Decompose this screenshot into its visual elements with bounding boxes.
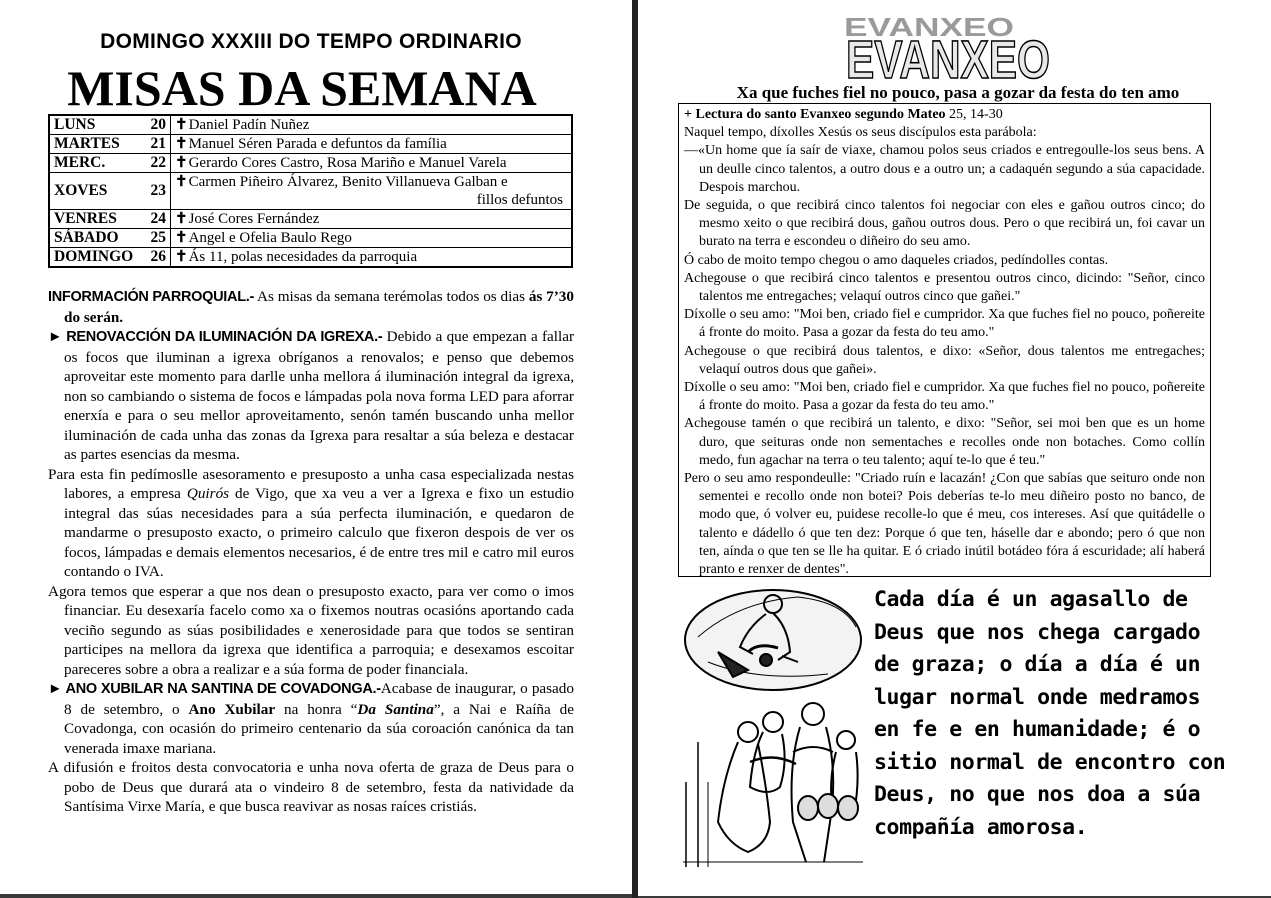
jubilee-heading: ► ANO XUBILAR NA SANTINA DE COVADONGA.- (48, 681, 381, 697)
day-number: 24 (150, 210, 166, 227)
mass-schedule-table (48, 114, 573, 268)
day-name: MERC. (54, 154, 106, 171)
quotation-text: Para esta fin pedímoslle asesoramento e presuposto a unha casa especializada nestas labores, a empresa (48, 465, 574, 502)
day-name: DOMINGO (54, 248, 134, 265)
masses-title: MISAS DA SEMANA (67, 60, 537, 116)
gospel-reading-box (678, 103, 1211, 577)
table-row (49, 135, 572, 154)
gospel-paragraph: Achegouse tamén o que recibirá un talento, e dixo: "Señor, sei moi ben que es un home duro, que seituras onde non sementaches e recolles onde non botaches. Como collín medo, fun agachar na terra o teu talento; aquí te-lo que é teu." (684, 416, 1205, 468)
intention-text: Ás 11, polas necesidades da parroquia (188, 249, 418, 265)
jubilee-text: Acabase de inaugurar, o pasado 8 de setembro, o (64, 680, 574, 718)
day-cell (49, 229, 171, 248)
quotation-paragraph (48, 465, 574, 582)
intention-text: Carmen Piñeiro Álvarez, Benito Villanueva Galban e (188, 174, 508, 190)
financing-paragraph: Agora temos que esperar a que nos dean o presuposto exacto, para ver como o imos financiar. Eu desexaría facelo como xa o fixemos noutras ocasións aportando cada veciño segundo as súas posibilidades e xenerosidade para que todos se sentiran participes na mellora da igrexa que identifica a parroquia; e desexamos escoitar pareceres sobre a obra a realizar e a súa forma de poder financiala. (48, 582, 574, 678)
table-row (49, 173, 572, 210)
parable-illustration (678, 582, 868, 872)
logo-text: EVANXEO (846, 30, 1050, 84)
gospel-paragraph: —«Un home que ía saír de viaxe, chamou polos seus criados e entregoulle-los seus bens. A un deulle cinco talentos, a outro dous e a outro un; a cadaquén segundo a súa capacidade. Despois marchou. (684, 143, 1205, 195)
intention-text: Manuel Séren Parada e defuntos da família (188, 136, 447, 152)
renovation-heading: ► RENOVACCIÓN DA ILUMINACIÓN DA IGREXA.- (48, 329, 383, 345)
intention-cell (171, 135, 573, 154)
mass-time: ás 7’30 do serán. (64, 288, 574, 326)
table-row (49, 229, 572, 248)
day-cell (49, 173, 171, 210)
logo-shadow-text: EVANXEO (844, 14, 1014, 42)
day-cell (49, 248, 171, 268)
renovation-text: Debido a que empezan a fallar os focos que iluminan a igrexa obríganos a renovalos; e penso que debemos aproveitar este momento para darlle unha mellora á iluminación integral da igrexa, non so cambiando o sistema de focos e lámpadas pola nova forma LED para aforrar enerxía e para o seu mellor aproveitamento, senón tamén buscando unha mellor iluminación de cada unha das zonas da Igrexa para resaltar a súa beleza e destacar as partes esencias da mesma. (64, 328, 575, 463)
day-number: 21 (150, 135, 166, 152)
table-row (49, 248, 572, 268)
intention-cell (171, 173, 573, 210)
day-cell (49, 135, 171, 154)
daily-quote: Cada día é un agasallo de Deus que nos chega cargado de graza; o día a día é un lugar normal onde medramos en fe e en humanidade; é o sitio normal de encontro con Deus, no que nos doa a súa compañía amorosa. (874, 587, 1226, 840)
parish-info-text: As misas da semana terémolas todos os dias (254, 288, 529, 305)
cross-icon: ✝ (175, 249, 188, 265)
evanxeo-logo (838, 14, 1058, 84)
gospel-paragraph: Díxolle o seu amo: "Moi ben, criado fiel e cumpridor. Xa que fuches fiel no pouco, poñereite á fronte do moito. Pasa a gozar da festa do teu amo." (684, 307, 1205, 341)
jubilee-text: na honra “ (275, 700, 358, 718)
gospel-heading: + Lectura do santo Evanxeo segundo Mateo (684, 107, 946, 122)
intention-cell (171, 154, 573, 173)
day-cell (49, 115, 171, 135)
day-number: 26 (150, 248, 166, 265)
gospel-paragraph: De seguida, o que recibirá cinco talentos foi negociar con eles e gañou outros cinco; do mesmo xeito o que recibirá dous, gañou outros dous. Pero o que recibirá un, foi cavar un burato na terra e escondeu o diñeiro do seu amo. (684, 198, 1205, 250)
table-row (49, 115, 572, 135)
day-name: XOVES (54, 182, 108, 199)
quotation-text-continued: de Vigo, que xa veu a ver a Igrexa e fixo un estudio integral das súas necesidades para a súa perfecta iluminación, e quedaron de mandarme o presuposto exacto, o primeiro calculo que fixeron despois de ver os focos, lámpadas e demais elementos necesarios, é de entre tres mil e catro mil euros contando o IVA. (64, 485, 574, 580)
cross-icon: ✝ (175, 211, 188, 227)
gospel-paragraph: Díxolle o seu amo: "Moi ben, criado fiel e cumpridor. Xa que fuches fiel no pouco, poñereite á fronte do moito. Pasa a gozar da festa do teu amo." (684, 380, 1205, 414)
cross-icon: ✝ (175, 174, 188, 190)
parish-info-heading: INFORMACIÓN PARROQUIAL.- (48, 289, 255, 305)
parish-info-paragraph (48, 287, 574, 327)
table-row (49, 210, 572, 229)
day-cell (49, 210, 171, 229)
parish-notes (48, 287, 574, 817)
day-number: 25 (150, 229, 166, 246)
gospel-paragraph: Naquel tempo, díxolles Xesús os seus discípulos esta parábola: (684, 125, 1037, 141)
gospel-subtitle: Xa que fuches fiel no pouco, pasa a gozar da festa do ten amo (736, 83, 1180, 102)
day-name: SÁBADO (54, 229, 119, 246)
intention-cell (171, 248, 573, 268)
renovation-paragraph (48, 327, 574, 465)
intention-cell (171, 115, 573, 135)
day-number: 23 (150, 182, 166, 199)
cross-icon: ✝ (175, 155, 188, 171)
gospel-paragraph: Ó cabo de moito tempo chegou o amo daqueles criados, pedíndolles contas. (684, 252, 1109, 268)
gospel-paragraph: Achegouse o que recibirá cinco talentos e presentou outros cinco, dicindo: "Señor, cinco talentos me entregaches; velaquí outros cinco que gañei." (684, 270, 1205, 305)
intention-text: José Cores Fernández (188, 211, 320, 227)
day-number: 20 (150, 116, 166, 133)
company-name: Quirós (186, 485, 230, 502)
intention-text: Gerardo Cores Castro, Rosa Mariño e Manuel Varela (188, 155, 507, 171)
gospel-heading-line (684, 106, 1205, 124)
diffusion-paragraph: A difusión e froitos desta convocatoria e unha nova oferta de graza de Deus para o pobo de Deus que durará ata o vindeiro 8 de setembro, festa da natividade da Santísima Virxe María, e que busca reavivar as nosas raíces cristiás. (48, 759, 574, 815)
gospel-paragraph: Pero o seu amo respondeulle: "Criado ruín e lacazán! ¿Con que sabías que seituro onde non sementei e recollo onde non botei? Pois deberías te-lo meu diñeiro posto no banco, de modo que, ó volver eu, puidese recolle-lo que é meu, cos intereses. Así que quitádelle o talento e dádello ó que ten dez: Porque ó que ten, háselle dar e abondo; pero ó que non ten, aínda o que ten se lle ha quitar. E ó criado inútil botádeo fóra á escuridade; alí haberá pranto e renxer de dentes". (684, 471, 1205, 578)
jubilee-text: ”, a Nai e Raíña de Covadonga, con ocasión do primeiro centenario da súa coroación canónica da tan venerada imaxe mariana. (64, 700, 574, 757)
cross-icon: ✝ (175, 230, 188, 246)
left-page (0, 0, 632, 894)
intention-text-continued: fillos defuntos (476, 192, 563, 208)
intention-text: Daniel Padín Nuñez (188, 117, 310, 133)
intention-cell (171, 210, 573, 229)
day-cell (49, 154, 171, 173)
santina-name: Da Santina (357, 700, 434, 718)
day-name: LUNS (54, 116, 96, 133)
intention-cell (171, 229, 573, 248)
intention-text: Angel e Ofelia Baulo Rego (188, 230, 352, 246)
day-name: MARTES (54, 135, 120, 152)
gospel-reference: 25, 14-30 (945, 107, 1003, 122)
gospel-paragraph: Achegouse o que recibirá dous talentos, e dixo: «Señor, dous talentos me entregaches; velaquí outros dous que gañei». (684, 343, 1205, 377)
table-row (49, 154, 572, 173)
day-name: VENRES (54, 210, 117, 227)
cross-icon: ✝ (175, 136, 188, 152)
jubilee-year: Ano Xubilar (188, 700, 276, 718)
sunday-title: DOMINGO XXXIII DO TEMPO ORDINARIO (100, 30, 522, 53)
jubilee-paragraph (48, 679, 574, 758)
right-page (638, 0, 1271, 896)
day-number: 22 (150, 154, 166, 171)
cross-icon: ✝ (175, 117, 188, 133)
